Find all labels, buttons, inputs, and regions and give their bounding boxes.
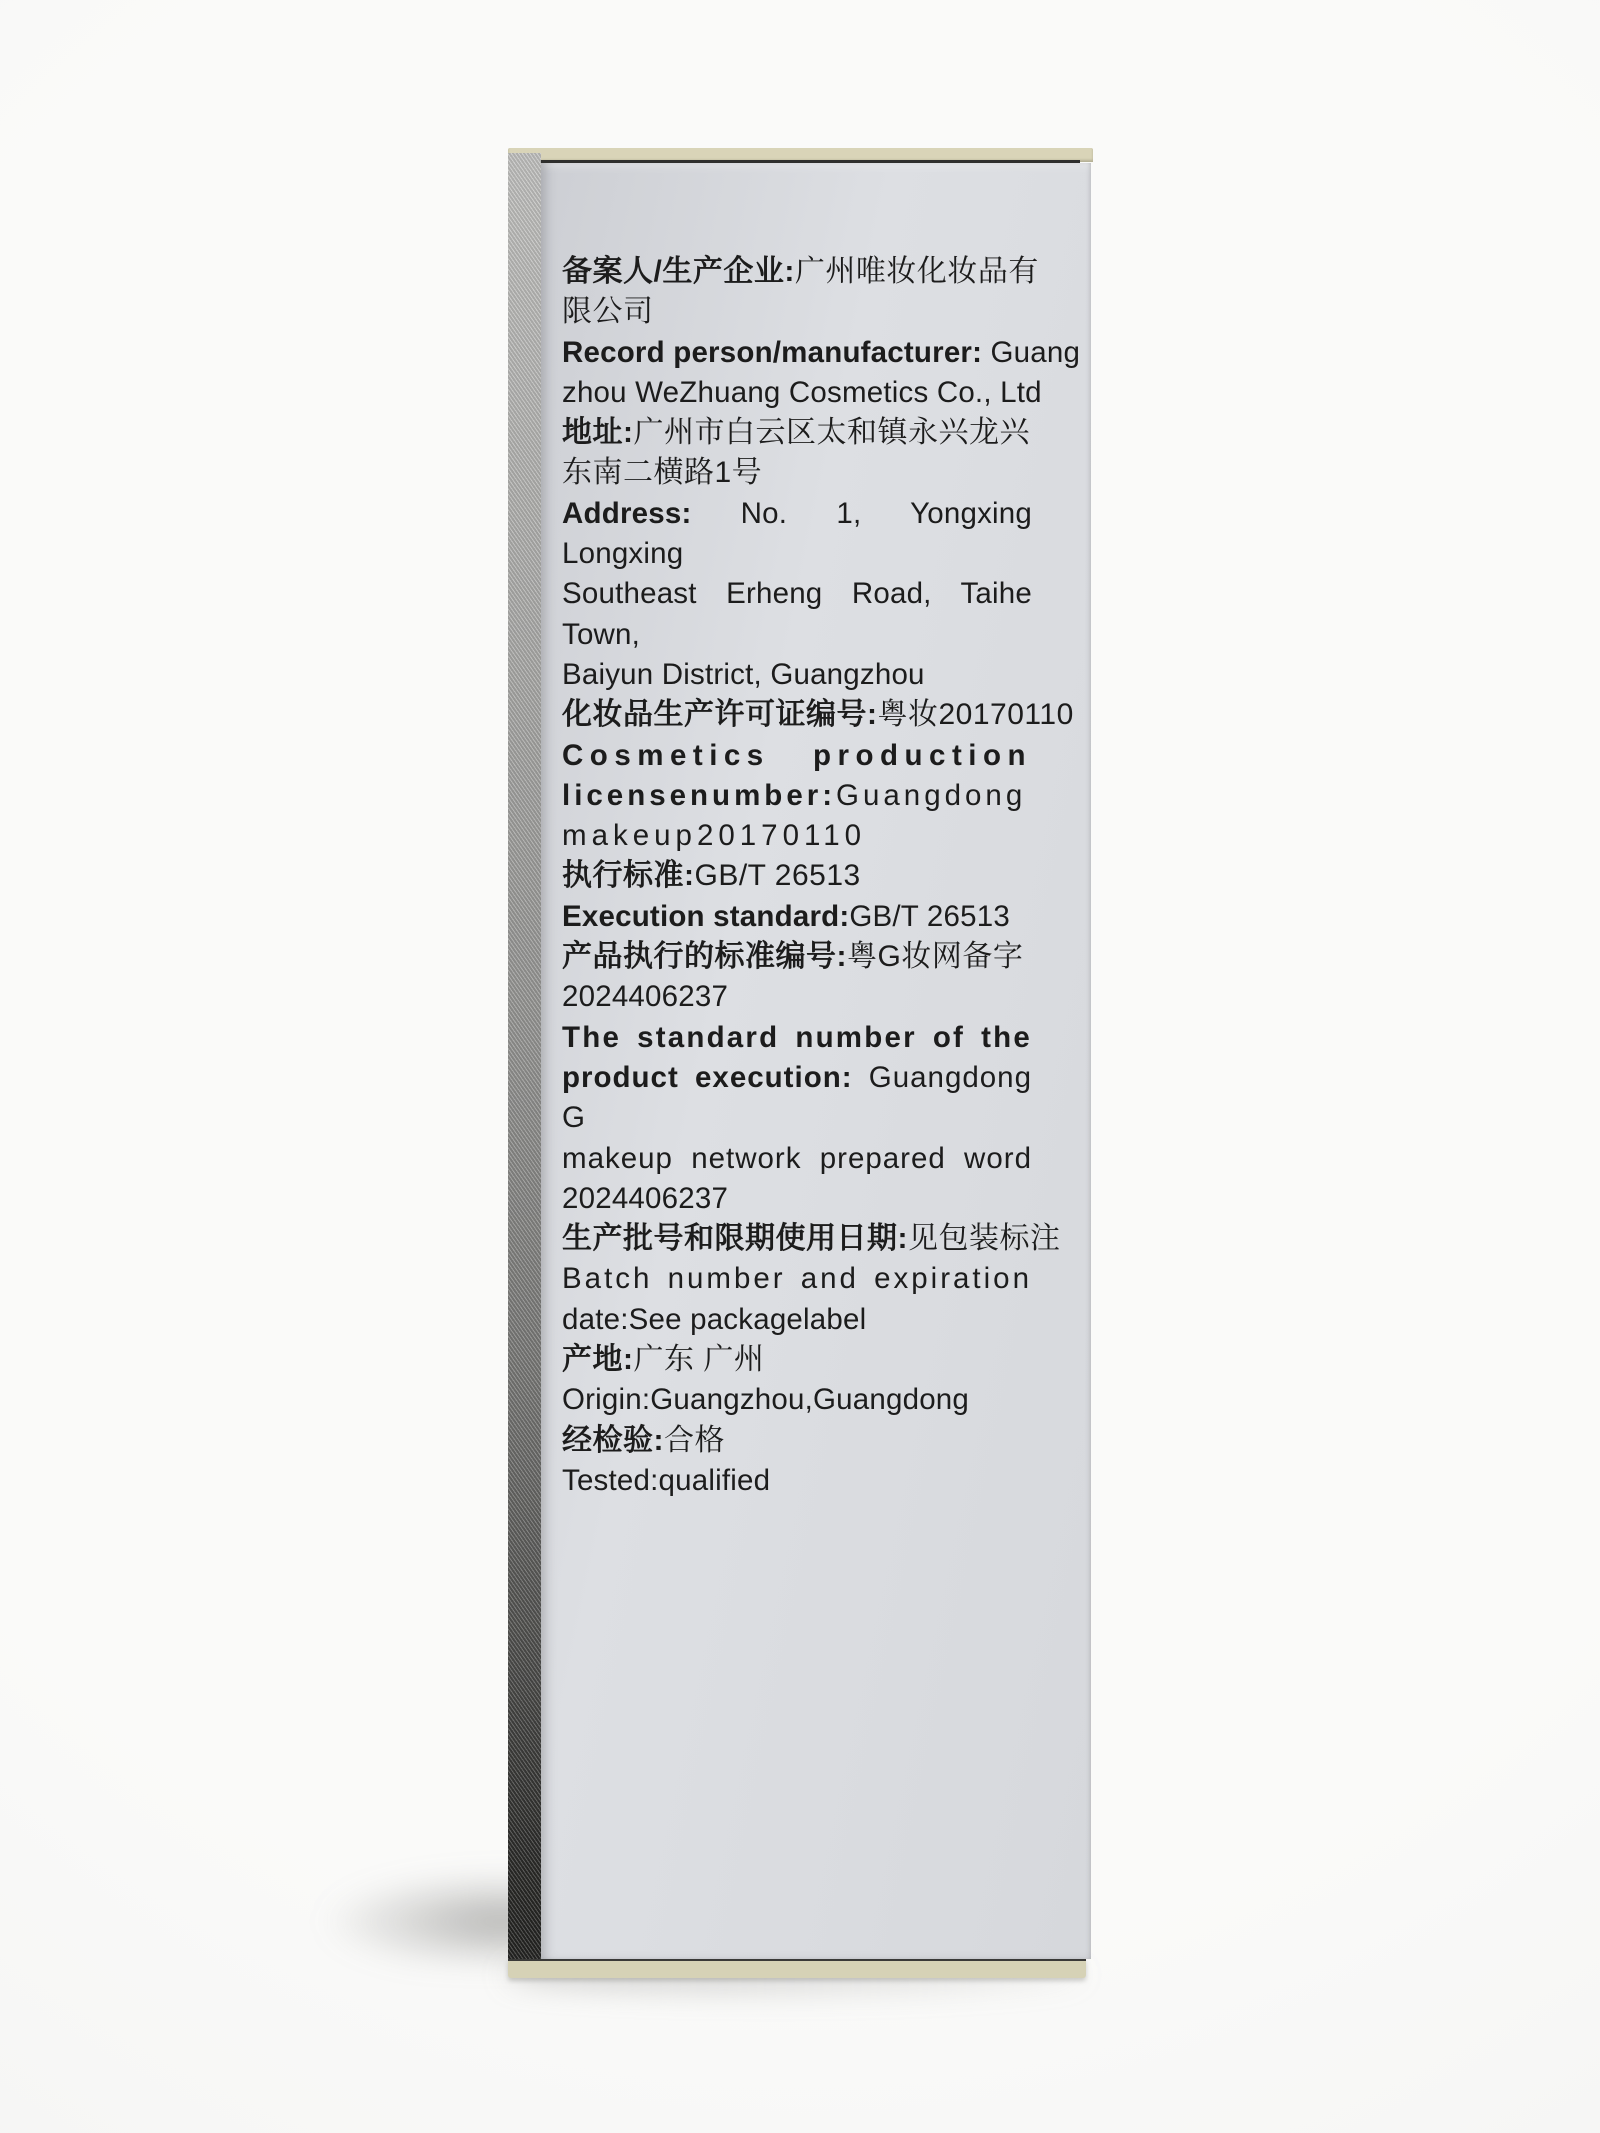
- label-segment: No. 1, Yongxing Longxing: [562, 496, 1032, 571]
- label-line: [562, 333, 1081, 373]
- label-line: [562, 1018, 1032, 1058]
- label-line: [562, 1259, 1032, 1299]
- label-line: [562, 655, 1032, 695]
- label-segment: makeup20170110: [562, 819, 867, 853]
- label-line: [562, 1300, 1032, 1340]
- label-segment: Guangdong: [836, 778, 1027, 812]
- label-segment: 备案人/生产企业:: [562, 255, 795, 288]
- label-line: [562, 695, 1074, 735]
- label-segment: GB/T 26513: [849, 899, 1010, 933]
- label-line: [562, 977, 1032, 1017]
- label-line: [562, 1058, 1032, 1139]
- box-bottom-edge: [508, 1959, 1086, 1978]
- label-segment: 广东 广州: [633, 1343, 765, 1377]
- label-segment: 地址:: [562, 416, 634, 450]
- label-segment: 见包装标注: [908, 1222, 1061, 1256]
- label-segment: 产地:: [562, 1343, 634, 1377]
- label-line: [562, 1421, 1032, 1461]
- label-line: [562, 453, 1032, 493]
- label-segment: Execution standard:: [562, 899, 850, 933]
- label-text: [562, 252, 1081, 1501]
- label-line: [562, 1179, 1032, 1219]
- label-segment: The standard number of the: [562, 1020, 1032, 1054]
- label-line: [562, 252, 1039, 292]
- label-line: [562, 373, 1042, 413]
- label-segment: Origin:Guangzhou,Guangdong: [562, 1383, 970, 1417]
- label-segment: 产品执行的标准编号:: [562, 940, 847, 974]
- label-segment: 化妆品生产许可证编号:: [562, 698, 878, 732]
- label-line: [562, 1139, 1032, 1179]
- label-segment: 合格: [664, 1423, 725, 1457]
- label-line: [562, 574, 1032, 655]
- label-line: [562, 494, 1032, 575]
- label-segment: 广州市白云区太和镇永兴龙兴: [633, 416, 1030, 450]
- label-segment: 2024406237: [562, 980, 729, 1014]
- label-segment: GB/T 26513: [694, 859, 861, 893]
- label-segment: 粤妆20170110: [877, 698, 1074, 732]
- product-box: [508, 148, 1093, 1977]
- label-segment: makeup network prepared word: [562, 1141, 1032, 1175]
- label-line: [562, 897, 1032, 937]
- label-line: [562, 816, 1032, 856]
- box-front-panel: [541, 163, 1091, 1959]
- label-segment: 粤G妆网备字: [847, 940, 1024, 974]
- label-line: [562, 292, 1032, 332]
- label-segment: 限公司: [562, 295, 654, 329]
- box-left-side-edge: [508, 153, 541, 1975]
- label-segment: Batch number and expiration: [562, 1262, 1032, 1296]
- label-segment: zhou WeZhuang Cosmetics Co., Ltd: [562, 375, 1042, 409]
- label-segment: Address:: [562, 496, 692, 530]
- label-segment: 2024406237: [562, 1181, 729, 1215]
- label-segment: 东南二横路1号: [562, 456, 763, 490]
- label-segment: 经检验:: [562, 1423, 664, 1457]
- label-line: [562, 736, 1032, 776]
- label-line: [562, 856, 1032, 896]
- label-segment: 执行标准:: [562, 859, 695, 893]
- label-line: [562, 1340, 1032, 1380]
- label-line: [562, 1461, 1032, 1501]
- label-line: [562, 1380, 1032, 1420]
- label-segment: Guangdong G: [562, 1060, 1032, 1135]
- label-segment: date:See packagelabel: [562, 1302, 867, 1336]
- label-segment: Record person/manufacturer:: [562, 335, 983, 369]
- label-segment: licensenumber:: [562, 778, 837, 812]
- label-segment: 生产批号和限期使用日期:: [562, 1222, 908, 1256]
- label-segment: product execution:: [562, 1060, 853, 1094]
- label-segment: Baiyun District, Guangzhou: [562, 657, 925, 691]
- label-segment: Guang: [982, 335, 1081, 369]
- label-line: [562, 413, 1032, 453]
- label-segment: 广州唯妆化妆品有: [794, 255, 1039, 288]
- label-segment: Tested:qualified: [562, 1463, 771, 1497]
- label-line: [562, 937, 1032, 977]
- label-line: [562, 776, 1032, 816]
- label-line: [562, 1219, 1061, 1259]
- label-segment: Cosmetics production: [562, 738, 1032, 772]
- label-segment: Southeast Erheng Road, Taihe Town,: [562, 577, 1032, 651]
